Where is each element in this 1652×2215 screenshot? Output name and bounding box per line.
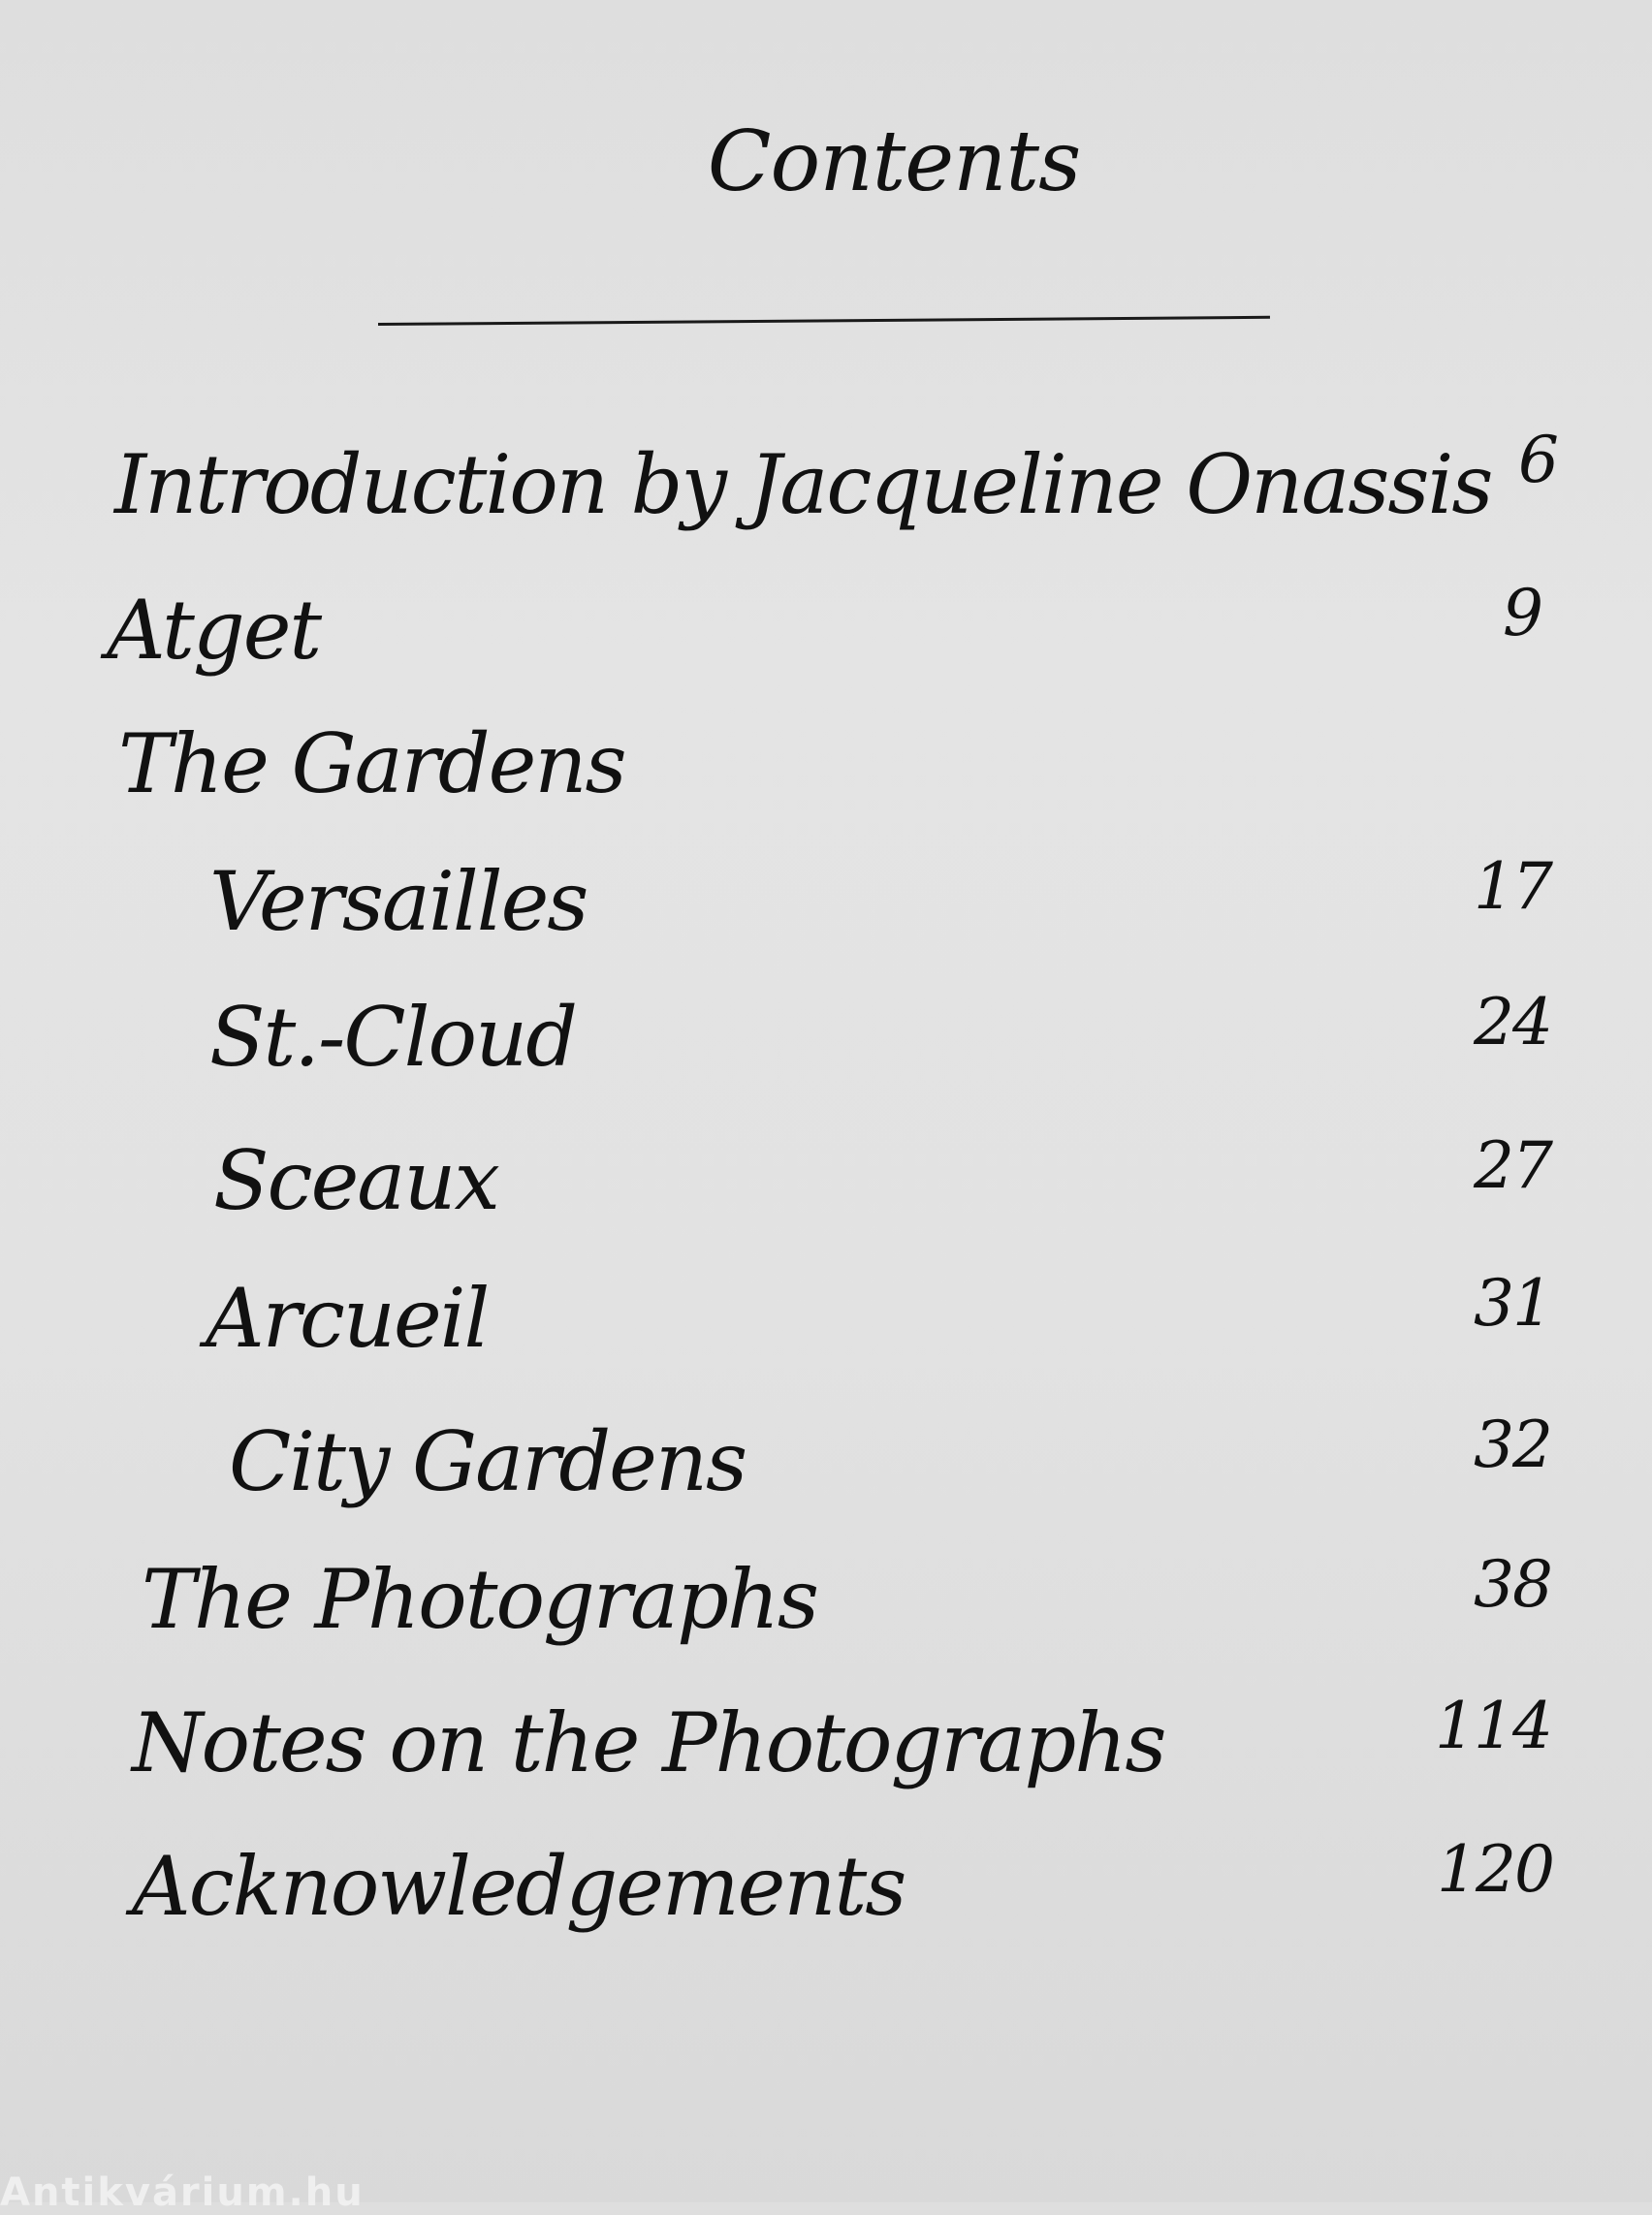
- toc-entry-title: Versailles: [209, 854, 588, 949]
- toc-entry-title: The Gardens: [118, 716, 625, 811]
- toc-entry-page: 32: [1474, 1408, 1551, 1482]
- toc-entry-title: Acknowledgements: [132, 1839, 905, 1934]
- toc-entry-page: 9: [1503, 576, 1541, 650]
- toc-entry-page: 17: [1474, 849, 1551, 924]
- toc-entry-title: Atget: [107, 583, 321, 678]
- toc-entry-title: Sceaux: [213, 1133, 498, 1228]
- toc-entry-title: Introduction by Jacqueline Onassis: [114, 437, 1492, 532]
- toc-entry-title: Notes on the Photographs: [132, 1695, 1165, 1790]
- page-title: Contents: [707, 113, 1081, 210]
- toc-entry-page: 114: [1435, 1689, 1551, 1763]
- toc-entry-page: 120: [1437, 1832, 1553, 1907]
- toc-entry-page: 38: [1474, 1547, 1551, 1622]
- toc-entry-page: 6: [1518, 423, 1557, 497]
- toc-entry-title: City Gardens: [229, 1414, 747, 1509]
- toc-entry-page: 24: [1474, 985, 1551, 1060]
- toc-entry-title: The Photographs: [142, 1552, 818, 1647]
- watermark: Antikvárium.hu: [0, 2170, 365, 2215]
- toc-entry-title: St.-Cloud: [209, 990, 576, 1085]
- toc-entry-page: 31: [1474, 1266, 1551, 1341]
- toc-entry-page: 27: [1474, 1128, 1551, 1203]
- toc-entry-title: Arcueil: [206, 1271, 489, 1366]
